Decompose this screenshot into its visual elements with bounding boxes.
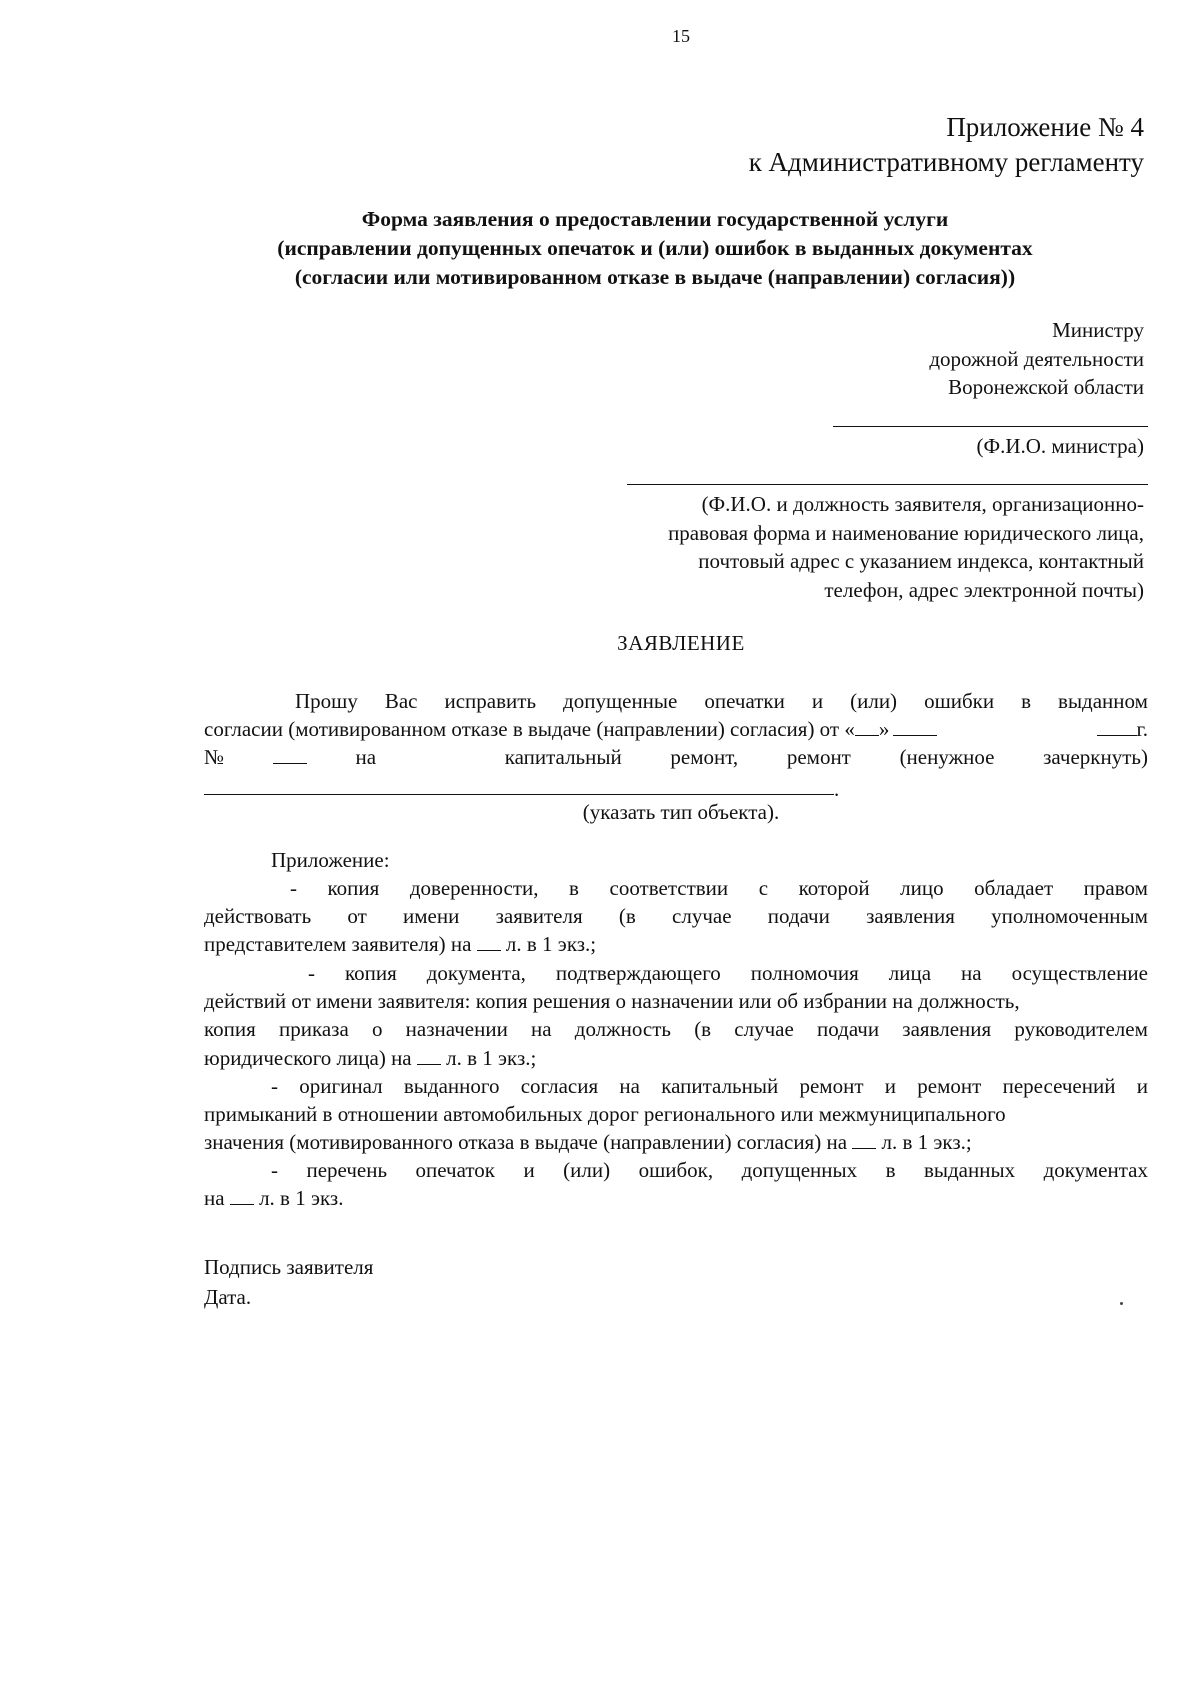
object-type-dot: . xyxy=(834,777,840,801)
year-blank[interactable] xyxy=(1097,717,1137,736)
attachment-4-line-1: - перечень опечаток и (или) ошибок, допущенных в выданных документах xyxy=(271,1158,1148,1182)
statement-heading: ЗАЯВЛЕНИЕ xyxy=(617,631,745,655)
signature-label: Подпись заявителя xyxy=(204,1255,374,1279)
scan-speck xyxy=(1120,1302,1123,1305)
appendix-number: Приложение № 4 xyxy=(946,112,1144,142)
attachment-2-line-4: юридического лица) на л. в 1 экз.; xyxy=(204,1046,537,1070)
applicant-caption-line: почтовый адрес с указанием индекса, контактный xyxy=(698,549,1144,573)
pages-blank[interactable] xyxy=(417,1046,441,1065)
statement-line-1: Прошу Вас исправить допущенные опечатки и (или) ошибки в выданном xyxy=(295,689,1148,713)
form-title-line: (исправлении допущенных опечаток и (или) ошибок в выданных документах xyxy=(277,236,1033,260)
applicant-info-blank[interactable] xyxy=(627,484,1148,485)
attachment-3-line-2: примыканий в отношении автомобильных дорог регионального или межмуниципального xyxy=(204,1102,1006,1126)
addressee-line: Воронежской области xyxy=(948,375,1144,399)
applicant-caption-line: (Ф.И.О. и должность заявителя, организационно- xyxy=(701,492,1144,516)
attachment-1-line-2: действовать от имени заявителя (в случае подачи заявления уполномоченным xyxy=(204,904,1148,928)
attachment-3-line-3: значения (мотивированного отказа в выдаче (направлении) согласия) на л. в 1 экз.; xyxy=(204,1130,972,1154)
form-title-line: (согласии или мотивированном отказе в выдаче (направлении) согласия)) xyxy=(294,265,1016,289)
attachment-2-line-1: - копия документа, подтверждающего полномочия лица на осуществление xyxy=(308,961,1148,985)
object-type-caption: (указать тип объекта). xyxy=(582,800,780,824)
applicant-caption-line: телефон, адрес электронной почты) xyxy=(824,578,1144,602)
attachment-3-line-1: - оригинал выданного согласия на капитальный ремонт и ремонт пересечений и xyxy=(271,1074,1148,1098)
appendix-reference: к Административному регламенту xyxy=(748,147,1144,177)
page-number: 15 xyxy=(672,26,690,46)
number-blank[interactable] xyxy=(273,745,307,764)
minister-caption: (Ф.И.О. министра) xyxy=(976,434,1144,458)
pages-blank[interactable] xyxy=(230,1186,254,1205)
attachments-heading: Приложение: xyxy=(271,848,390,872)
day-blank[interactable] xyxy=(855,717,879,736)
attachment-2-line-2: действий от имени заявителя: копия решения о назначении или об избрании на должность, xyxy=(204,989,1020,1013)
pages-blank[interactable] xyxy=(477,932,501,951)
attachment-1-line-3: представителем заявителя) на л. в 1 экз.; xyxy=(204,932,597,956)
statement-line-2: согласии (мотивированном отказе в выдаче (направлении) согласия) от « » г. xyxy=(204,717,1148,741)
addressee-line: дорожной деятельности xyxy=(929,347,1144,371)
attachment-4-line-2: на л. в 1 экз. xyxy=(204,1186,344,1210)
date-label: Дата. xyxy=(204,1285,252,1309)
form-title-line: Форма заявления о предоставлении государственной услуги xyxy=(361,207,949,231)
addressee-line: Министру xyxy=(1052,318,1144,342)
month-blank[interactable] xyxy=(893,717,937,736)
pages-blank[interactable] xyxy=(852,1130,876,1149)
object-type-blank[interactable] xyxy=(204,794,834,795)
applicant-caption-line: правовая форма и наименование юридического лица, xyxy=(668,521,1144,545)
attachment-2-line-3: копия приказа о назначении на должность (в случае подачи заявления руководителем xyxy=(204,1017,1148,1041)
attachment-1-line-1: - копия доверенности, в соответствии с которой лицо обладает правом xyxy=(290,876,1148,900)
minister-name-blank[interactable] xyxy=(833,426,1148,427)
statement-line-3: № на капитальный ремонт, ремонт (ненужное зачеркнуть) xyxy=(204,745,1148,769)
form-title xyxy=(210,205,1100,292)
